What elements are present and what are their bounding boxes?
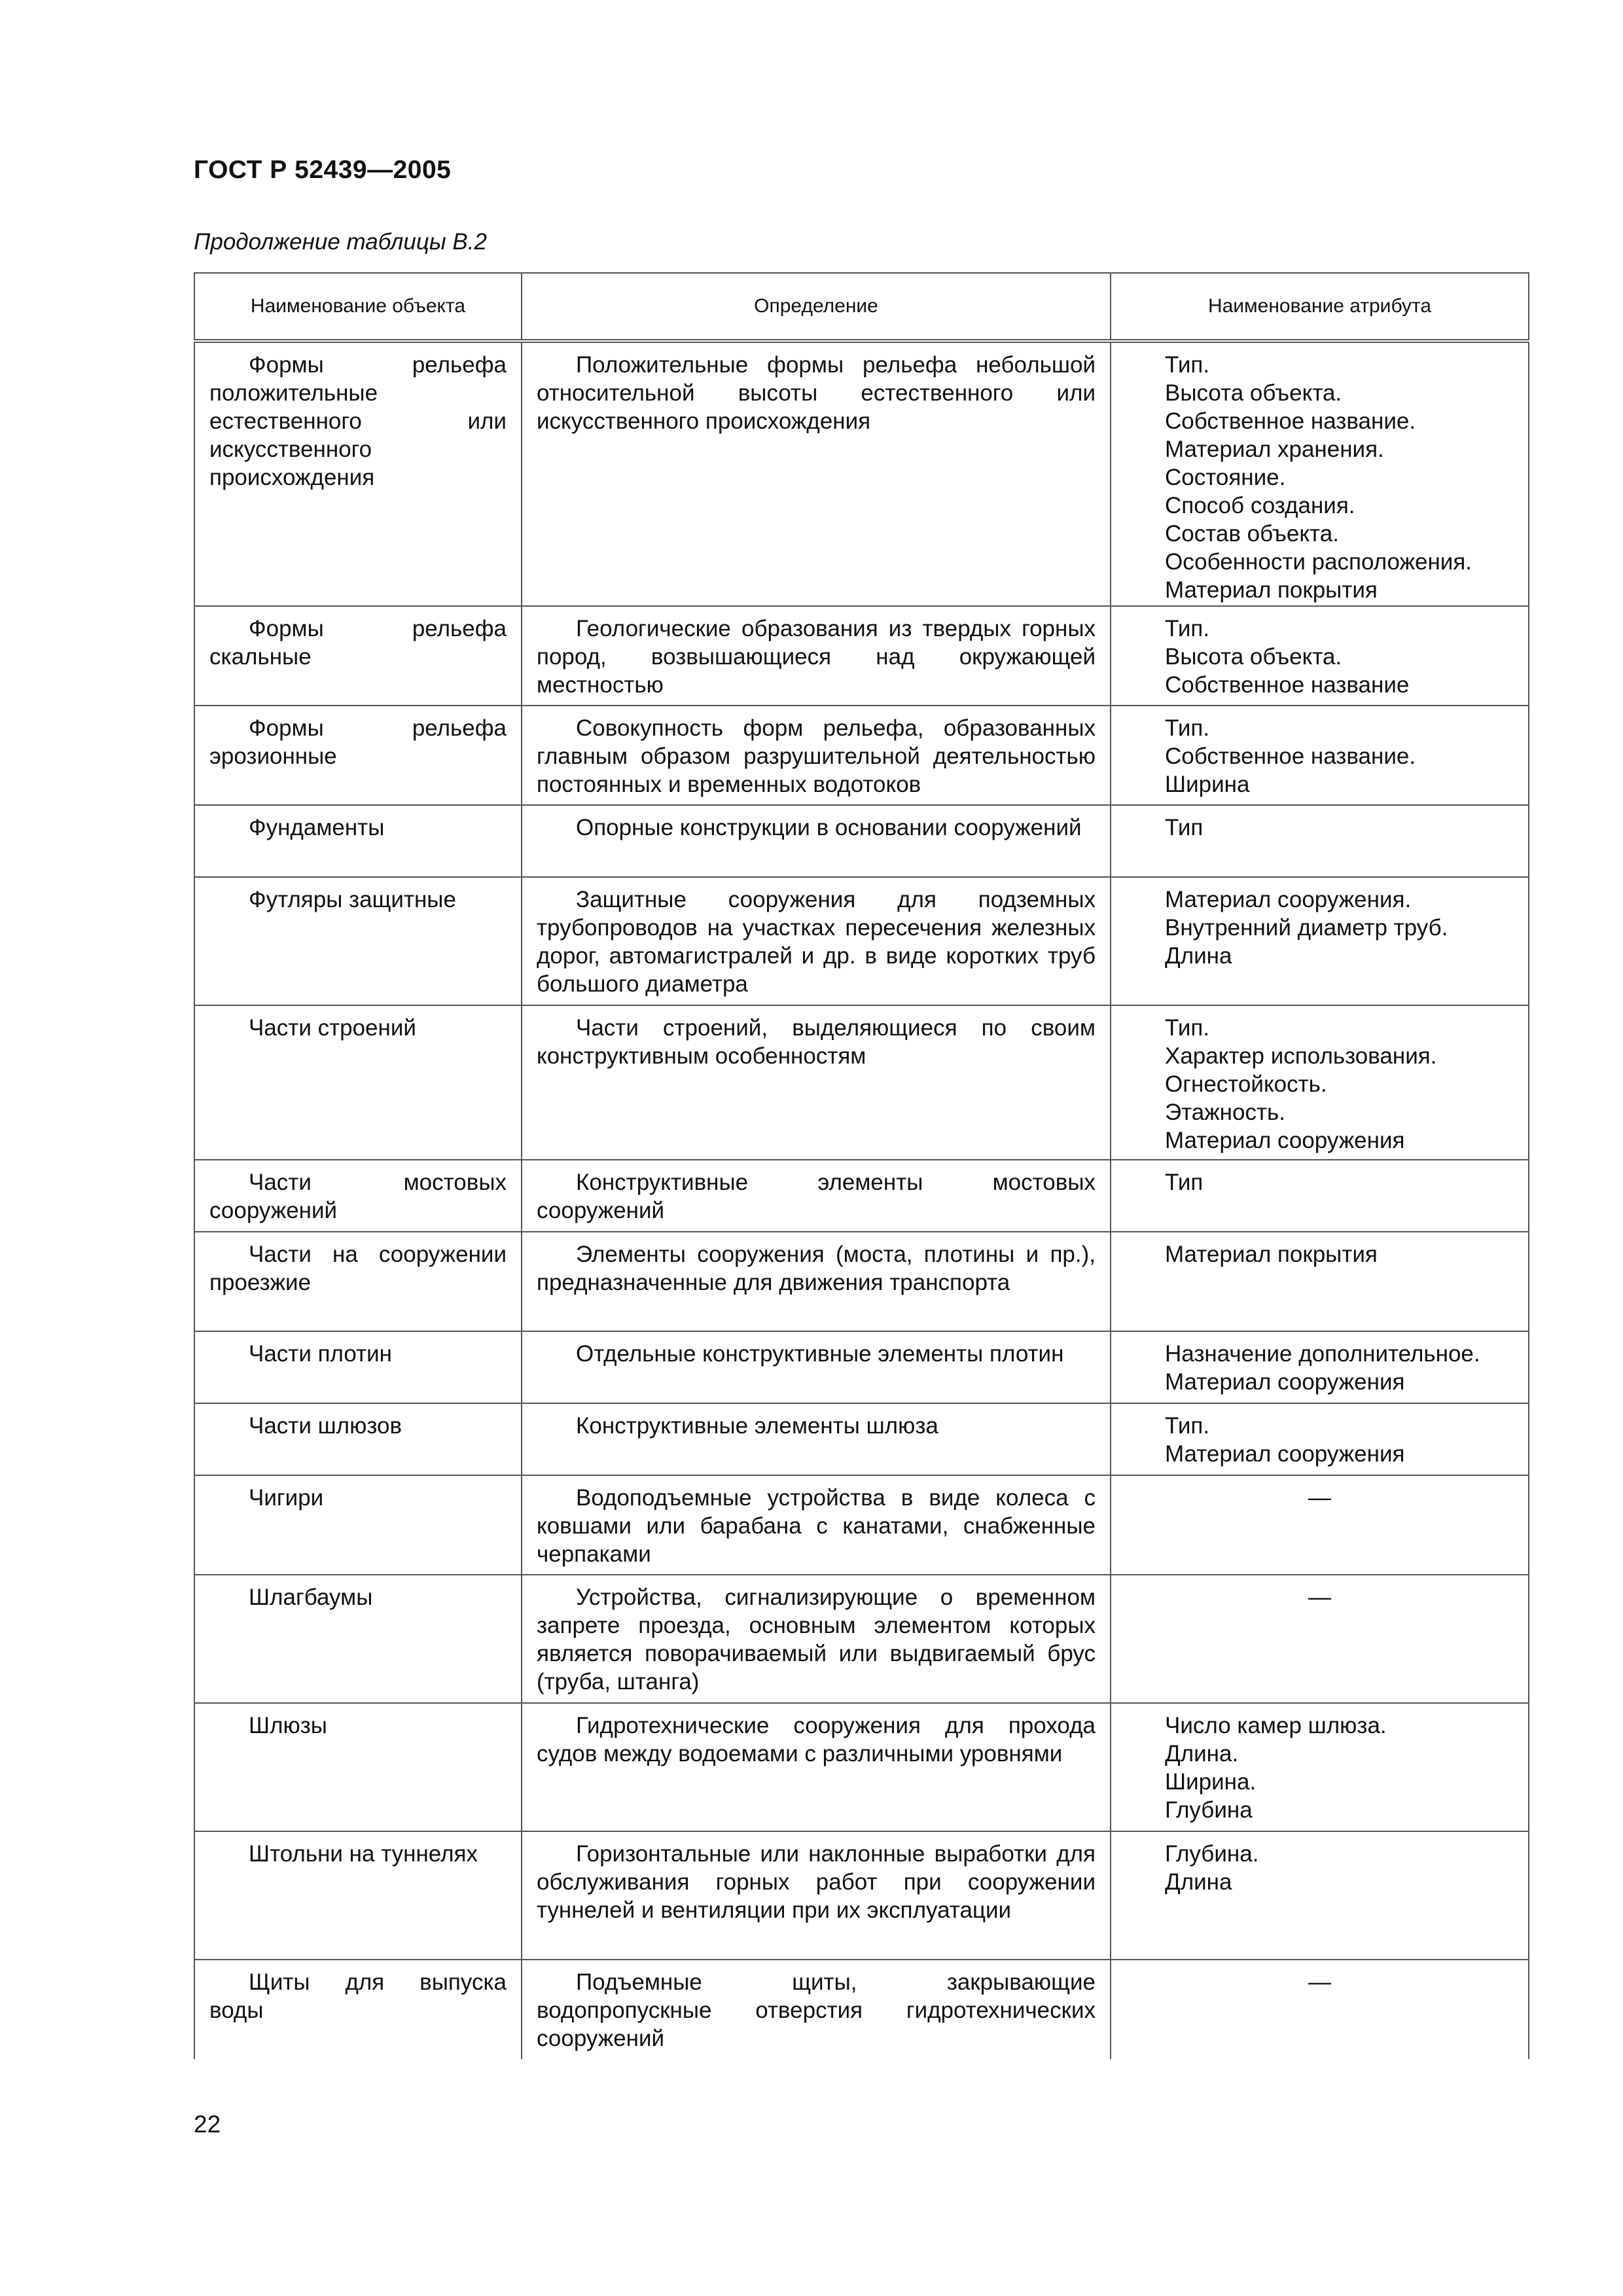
no-attribute-dash: — xyxy=(1308,1969,1331,1995)
object-name-cell: Шлюзы xyxy=(194,1703,522,1831)
attribute-item: Число камер шлюза. xyxy=(1165,1713,1387,1738)
definition-cell: Защитные сооружения для подземных трубопроводов на участках пересечения железных дорог, автомагистралей и др. в виде коротких труб большого диаметра xyxy=(522,877,1111,1005)
table-row xyxy=(194,1960,1529,2059)
object-name-cell: Формы рельефа положительные естественного или искусственного происхождения xyxy=(194,341,522,606)
attribute-item: Назначение дополнительное. xyxy=(1165,1341,1480,1367)
no-attribute-dash: — xyxy=(1308,1485,1331,1511)
attribute-item: Высота объекта. xyxy=(1165,380,1342,406)
attribute-item: Материал сооружения. xyxy=(1165,887,1412,912)
attribute-item: Материал покрытия xyxy=(1165,577,1378,603)
attributes-cell xyxy=(1111,341,1529,606)
object-name-cell: Формы рельефа эрозионные xyxy=(194,706,522,805)
attribute-item: Ширина. xyxy=(1165,1769,1257,1795)
table-row xyxy=(194,805,1529,877)
attribute-item: Характер использования. xyxy=(1165,1043,1437,1069)
attribute-item: Длина xyxy=(1165,943,1232,969)
attribute-item: Собственное название. xyxy=(1165,744,1416,769)
attribute-item: Состав объекта. xyxy=(1165,521,1339,547)
table-row xyxy=(194,341,1529,606)
attribute-item: Собственное название. xyxy=(1165,408,1416,434)
object-name-cell: Чигири xyxy=(194,1475,522,1575)
definition-cell: Конструктивные элементы шлюза xyxy=(522,1403,1111,1475)
definition-cell: Совокупность форм рельефа, образованных главным образом разрушительной деятельностью постоянных и временных водотоков xyxy=(522,706,1111,805)
attribute-item: Тип. xyxy=(1165,1413,1210,1439)
table-row xyxy=(194,1831,1529,1960)
attribute-item: Огнестойкость. xyxy=(1165,1071,1327,1097)
table-row xyxy=(194,1575,1529,1703)
definition-cell: Горизонтальные или наклонные выработки для обслуживания горных работ при сооружении туннелей и вентиляции при их эксплуатации xyxy=(522,1831,1111,1960)
attributes-cell xyxy=(1111,706,1529,805)
document-code: ГОСТ Р 52439—2005 xyxy=(194,156,452,184)
definition-cell: Геологические образования из твердых горных пород, возвышающиеся над окружающей местностью xyxy=(522,606,1111,706)
attributes-cell xyxy=(1111,606,1529,706)
definition-cell: Водоподъемные устройства в виде колеса с ковшами или барабана с канатами, снабженные черпаками xyxy=(522,1475,1111,1575)
attribute-item: Ширина xyxy=(1165,772,1250,797)
attributes-cell xyxy=(1111,1232,1529,1331)
table-row xyxy=(194,1475,1529,1575)
object-name-cell: Шлагбаумы xyxy=(194,1575,522,1703)
attributes-cell xyxy=(1111,1403,1529,1475)
table-row xyxy=(194,1703,1529,1831)
attribute-item: Этажность. xyxy=(1165,1100,1285,1125)
table-row xyxy=(194,706,1529,805)
table-row xyxy=(194,1331,1529,1403)
attribute-item: Способ создания. xyxy=(1165,493,1355,518)
page-number: 22 xyxy=(194,2111,221,2138)
attribute-item: Высота объекта. xyxy=(1165,644,1342,670)
table-header-row xyxy=(194,273,1529,341)
attribute-item: Глубина. xyxy=(1165,1841,1259,1867)
table-body xyxy=(194,341,1529,2059)
attribute-item: Тип xyxy=(1165,1170,1204,1195)
definition-cell: Части строений, выделяющиеся по своим конструктивным особенностям xyxy=(522,1005,1111,1160)
object-name-cell: Формы рельефа скальные xyxy=(194,606,522,706)
attribute-item: Тип. xyxy=(1165,616,1210,641)
definition-cell: Конструктивные элементы мостовых сооружений xyxy=(522,1160,1111,1232)
attribute-item: Длина xyxy=(1165,1869,1232,1895)
definition-cell: Устройства, сигнализирующие о временном запрете проезда, основным элементом которых является поворачиваемый или выдвигаемый брус (труба, штанга) xyxy=(522,1575,1111,1703)
attributes-cell xyxy=(1111,877,1529,1005)
attribute-item: Материал сооружения xyxy=(1165,1128,1405,1153)
attribute-item: Материал покрытия xyxy=(1165,1242,1378,1267)
table-row xyxy=(194,877,1529,1005)
object-table xyxy=(194,272,1529,2059)
attribute-item: Собственное название xyxy=(1165,672,1410,698)
attribute-item: Материал сооружения xyxy=(1165,1369,1405,1395)
object-name-cell: Части плотин xyxy=(194,1331,522,1403)
object-name-cell: Щиты для выпуска воды xyxy=(194,1960,522,2059)
definition-cell: Гидротехнические сооружения для прохода судов между водоемами с различными уровнями xyxy=(522,1703,1111,1831)
table-row xyxy=(194,1160,1529,1232)
attribute-item: Тип. xyxy=(1165,1015,1210,1041)
definition-cell: Подъемные щиты, закрывающие водопропускные отверстия гидротехнических сооружений xyxy=(522,1960,1111,2059)
attribute-item: Материал сооружения xyxy=(1165,1441,1405,1467)
table-row xyxy=(194,1005,1529,1160)
attributes-cell xyxy=(1111,1331,1529,1403)
column-header-attribute-name: Наименование атрибута xyxy=(1111,273,1529,341)
attributes-cell xyxy=(1111,1160,1529,1232)
object-name-cell: Фундаменты xyxy=(194,805,522,877)
attribute-item: Тип xyxy=(1165,815,1204,840)
attribute-item: Глубина xyxy=(1165,1797,1253,1823)
attributes-cell xyxy=(1111,1005,1529,1160)
object-name-cell: Части строений xyxy=(194,1005,522,1160)
column-header-definition: Определение xyxy=(522,273,1111,341)
attributes-cell xyxy=(1111,1703,1529,1831)
attribute-item: Тип. xyxy=(1165,352,1210,378)
attribute-item: Внутренний диаметр труб. xyxy=(1165,915,1448,941)
column-header-object-name: Наименование объекта xyxy=(194,273,522,341)
attributes-cell xyxy=(1111,1575,1529,1703)
object-name-cell: Футляры защитные xyxy=(194,877,522,1005)
object-name-cell: Части мостовых сооружений xyxy=(194,1160,522,1232)
table-row xyxy=(194,606,1529,706)
table-row xyxy=(194,1232,1529,1331)
attributes-cell xyxy=(1111,1831,1529,1960)
definition-cell: Положительные формы рельефа небольшой относительной высоты естественного или искусственного происхождения xyxy=(522,341,1111,606)
definition-cell: Отдельные конструктивные элементы плотин xyxy=(522,1331,1111,1403)
object-name-cell: Части шлюзов xyxy=(194,1403,522,1475)
attribute-item: Особенности расположения. xyxy=(1165,549,1472,575)
attributes-cell xyxy=(1111,1475,1529,1575)
attribute-item: Тип. xyxy=(1165,715,1210,741)
definition-cell: Опорные конструкции в основании сооружений xyxy=(522,805,1111,877)
table-row xyxy=(194,1403,1529,1475)
object-name-cell: Части на сооружении проезжие xyxy=(194,1232,522,1331)
object-name-cell: Штольни на туннелях xyxy=(194,1831,522,1960)
definition-cell: Элементы сооружения (моста, плотины и пр.), предназначенные для движения транспорта xyxy=(522,1232,1111,1331)
attributes-cell xyxy=(1111,1960,1529,2059)
attributes-cell xyxy=(1111,805,1529,877)
attribute-item: Состояние. xyxy=(1165,465,1286,490)
table-caption: Продолжение таблицы В.2 xyxy=(194,229,487,255)
attribute-item: Длина. xyxy=(1165,1741,1239,1767)
attribute-item: Материал хранения. xyxy=(1165,437,1384,462)
no-attribute-dash: — xyxy=(1308,1585,1331,1610)
